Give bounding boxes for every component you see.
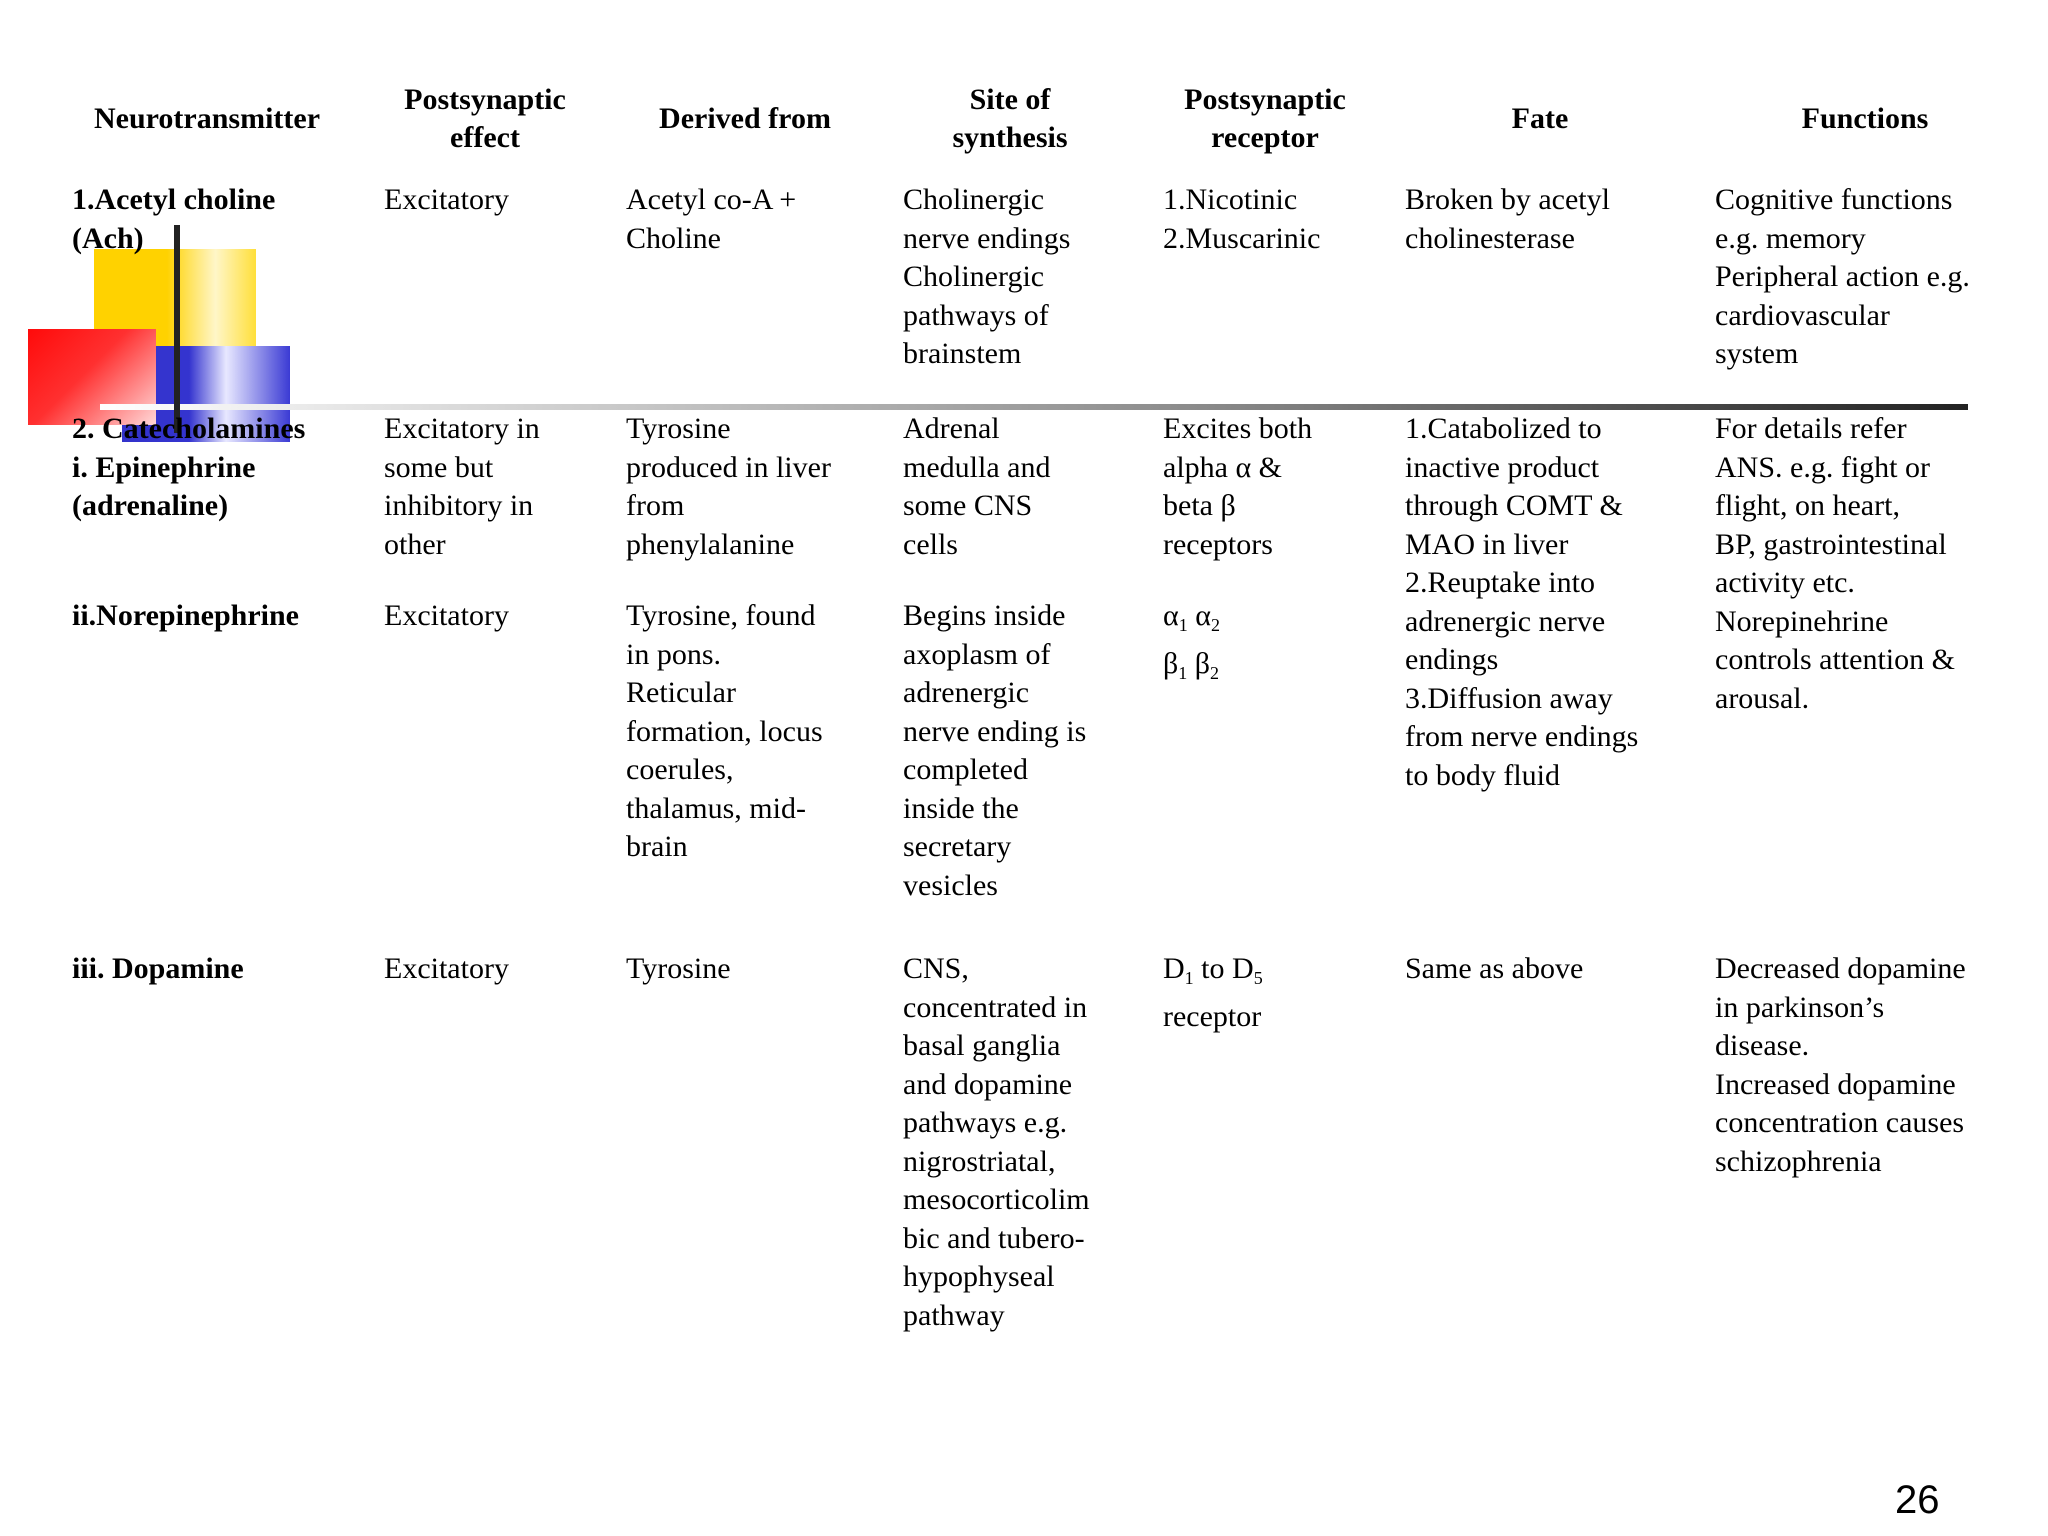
dopamine-fate: Same as above bbox=[1405, 952, 1584, 985]
dopamine-functions: Decreased dopamine in parkinson’s disease. Increased dopamine concentration causes schizophrenia bbox=[1715, 952, 1966, 1178]
epinephrine-site: Adrenal medulla and some CNS cells bbox=[903, 412, 1051, 561]
dopamine-derived: Tyrosine bbox=[626, 952, 731, 985]
norepinephrine-site: Begins inside axoplasm of adrenergic nerve ending is completed inside the secretary vesicles bbox=[903, 599, 1087, 902]
page-number: 26 bbox=[1895, 1478, 1940, 1522]
header-neurotransmitter: Neurotransmitter bbox=[93, 102, 321, 135]
norepinephrine-name: ii.Norepinephrine bbox=[72, 599, 299, 632]
header-derived-from: Derived from bbox=[659, 102, 831, 135]
dopamine-receptor bbox=[1163, 950, 1263, 1036]
dopamine-name: iii. Dopamine bbox=[72, 952, 244, 985]
epinephrine-name: 2. Catecholamines i. Epinephrine (adrenaline) bbox=[72, 412, 306, 522]
acetylcholine-fate: Broken by acetyl cholinesterase bbox=[1405, 183, 1610, 255]
header-site-of-synthesis: Site of synthesis bbox=[952, 83, 1068, 154]
norepinephrine-receptor bbox=[1163, 597, 1220, 692]
header-functions: Functions bbox=[1801, 102, 1929, 135]
epinephrine-receptor: Excites both alpha α & beta β receptors bbox=[1163, 412, 1313, 561]
dopamine-effect: Excitatory bbox=[384, 952, 509, 985]
header-postsynaptic-effect: Postsynaptic effect bbox=[404, 83, 566, 154]
epinephrine-effect: Excitatory in some but inhibitory in other bbox=[384, 412, 540, 561]
acetylcholine-effect: Excitatory bbox=[384, 183, 509, 216]
alpha-receptors: $\alpha_1$ $\alpha_2$ bbox=[1163, 599, 1220, 635]
norepinephrine-derived: Tyrosine, found in pons. Reticular formation, locus coerules, thalamus, mid- brain bbox=[626, 599, 823, 863]
beta-receptors: $\beta_1$ $\beta_2$ bbox=[1163, 646, 1220, 683]
acetylcholine-site: Cholinergic nerve endings Cholinergic pathways of brainstem bbox=[903, 183, 1071, 370]
catecholamine-fate: 1.Catabolized to inactive product through COMT & MAO in liver 2.Reuptake into adrenergic nerve endings 3.Diffusion away from nerve endings to body fluid bbox=[1405, 412, 1639, 792]
dopamine-receptor-range: $D_1$ to $D_5$ bbox=[1163, 952, 1263, 988]
header-postsynaptic-receptor: Postsynaptic receptor bbox=[1184, 83, 1346, 154]
acetylcholine-name: 1.Acetyl choline (Ach) bbox=[72, 183, 276, 255]
epinephrine-derived: Tyrosine produced in liver from phenylalanine bbox=[626, 412, 831, 561]
acetylcholine-derived: Acetyl co-A + Choline bbox=[626, 183, 797, 255]
acetylcholine-functions: Cognitive functions e.g. memory Peripheral action e.g. cardiovascular system bbox=[1715, 183, 1970, 370]
norepinephrine-effect: Excitatory bbox=[384, 599, 509, 632]
header-fate: Fate bbox=[1511, 102, 1569, 135]
catecholamine-functions: For details refer ANS. e.g. fight or flight, on heart, BP, gastrointestinal activity etc. Norepinehrine controls attention & arousal. bbox=[1715, 412, 1955, 715]
dopamine-receptor-label: receptor bbox=[1163, 999, 1262, 1033]
acetylcholine-receptor: 1.Nicotinic 2.Muscarinic bbox=[1163, 183, 1321, 255]
dopamine-site: CNS, concentrated in basal ganglia and dopamine pathways e.g. nigrostriatal, mesocorticolim bic and tubero- hypophyseal pathway bbox=[903, 952, 1090, 1332]
